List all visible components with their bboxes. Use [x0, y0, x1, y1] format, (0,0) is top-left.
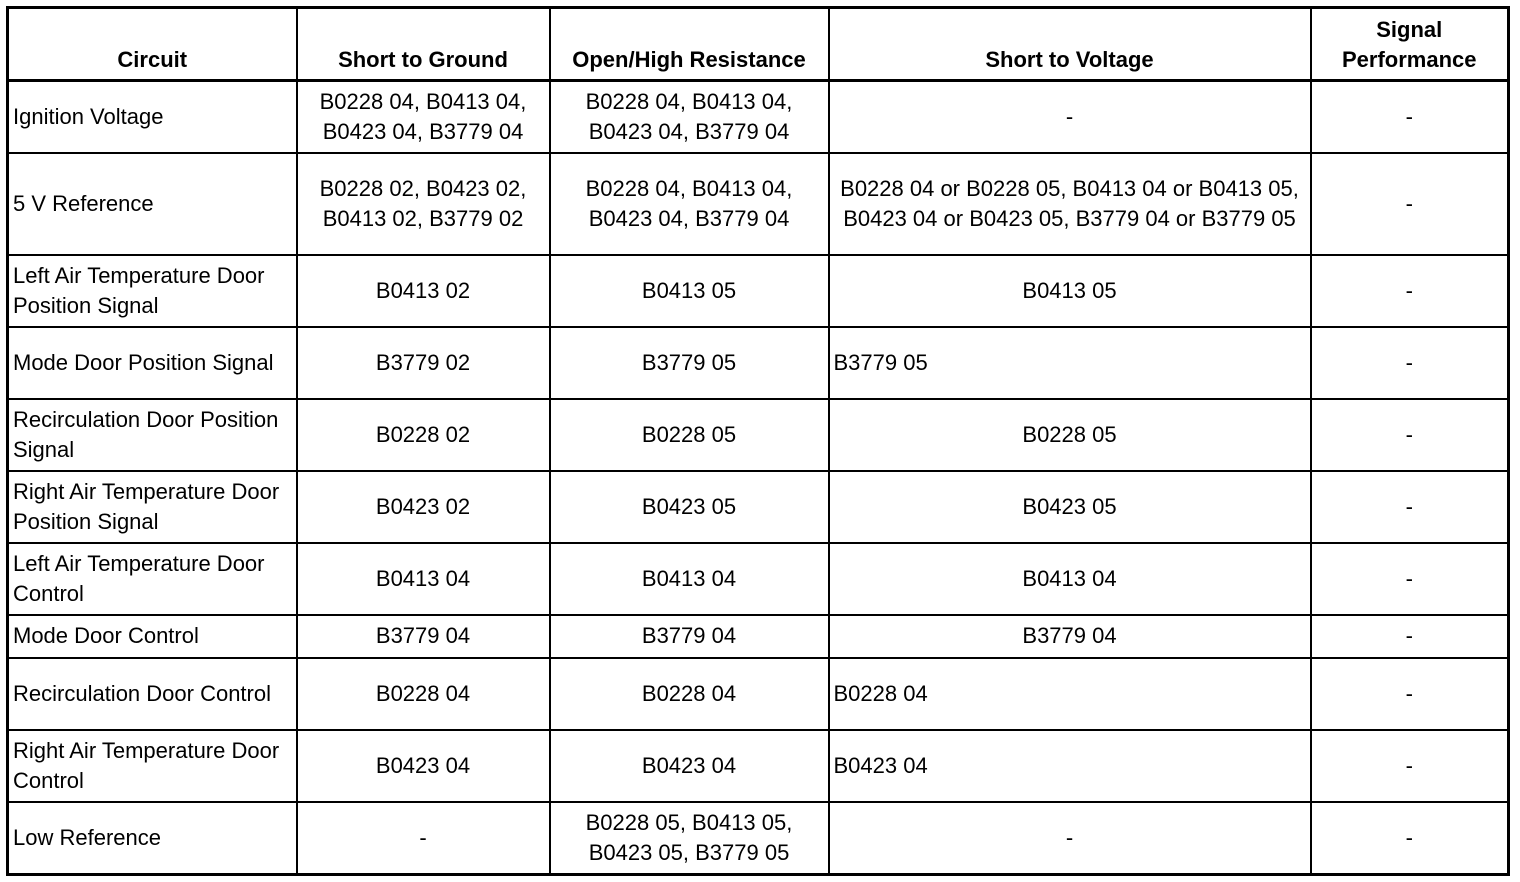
open-high-resistance-cell: B0423 05: [550, 471, 829, 543]
table-row: [8, 543, 1509, 615]
table-row: [8, 730, 1509, 802]
circuit-cell: Left Air Temperature Door Position Signal: [8, 255, 297, 327]
table-row: [8, 471, 1509, 543]
short-to-voltage-cell: B0413 05: [829, 255, 1311, 327]
short-to-voltage-cell: B0413 04: [829, 543, 1311, 615]
short-to-ground-cell: B3779 04: [297, 615, 550, 658]
table-row: [8, 802, 1509, 875]
circuit-cell: Right Air Temperature Door Control: [8, 730, 297, 802]
header-circuit: Circuit: [8, 8, 297, 81]
short-to-voltage-cell: B3779 04: [829, 615, 1311, 658]
short-to-ground-cell: B0423 04: [297, 730, 550, 802]
signal-performance-cell: -: [1311, 81, 1509, 153]
short-to-ground-cell: B0228 04: [297, 658, 550, 730]
header-signal-performance: Signal Performance: [1311, 8, 1509, 81]
short-to-voltage-cell: B0228 04 or B0228 05, B0413 04 or B0413 05, B0423 04 or B0423 05, B3779 04 or B3779 05: [829, 153, 1311, 255]
short-to-voltage-cell: B3779 05: [829, 327, 1311, 399]
signal-performance-cell: -: [1311, 399, 1509, 471]
open-high-resistance-cell: B0228 05: [550, 399, 829, 471]
open-high-resistance-cell: B0413 05: [550, 255, 829, 327]
header-open-high-resistance: Open/High Resistance: [550, 8, 829, 81]
short-to-ground-cell: B0413 04: [297, 543, 550, 615]
circuit-cell: 5 V Reference: [8, 153, 297, 255]
short-to-ground-cell: B0423 02: [297, 471, 550, 543]
signal-performance-cell: -: [1311, 327, 1509, 399]
open-high-resistance-cell: B0228 04, B0413 04, B0423 04, B3779 04: [550, 153, 829, 255]
open-high-resistance-cell: B0413 04: [550, 543, 829, 615]
open-high-resistance-cell: B0228 05, B0413 05, B0423 05, B3779 05: [550, 802, 829, 875]
short-to-ground-cell: B3779 02: [297, 327, 550, 399]
table-row: [8, 658, 1509, 730]
open-high-resistance-cell: B3779 05: [550, 327, 829, 399]
short-to-ground-cell: B0413 02: [297, 255, 550, 327]
open-high-resistance-cell: B3779 04: [550, 615, 829, 658]
table-header-row: [8, 8, 1509, 81]
table-row: [8, 153, 1509, 255]
open-high-resistance-cell: B0228 04, B0413 04, B0423 04, B3779 04: [550, 81, 829, 153]
circuit-cell: Right Air Temperature Door Position Signal: [8, 471, 297, 543]
signal-performance-cell: -: [1311, 543, 1509, 615]
table-row: [8, 399, 1509, 471]
circuit-cell: Recirculation Door Position Signal: [8, 399, 297, 471]
signal-performance-cell: -: [1311, 471, 1509, 543]
header-short-to-voltage: Short to Voltage: [829, 8, 1311, 81]
signal-performance-cell: -: [1311, 802, 1509, 875]
circuit-cell: Ignition Voltage: [8, 81, 297, 153]
short-to-ground-cell: B0228 04, B0413 04, B0423 04, B3779 04: [297, 81, 550, 153]
table-row: [8, 81, 1509, 153]
circuit-cell: Mode Door Control: [8, 615, 297, 658]
signal-performance-cell: -: [1311, 153, 1509, 255]
circuit-cell: Low Reference: [8, 802, 297, 875]
table-row: [8, 255, 1509, 327]
signal-performance-cell: -: [1311, 658, 1509, 730]
short-to-ground-cell: B0228 02, B0423 02, B0413 02, B3779 02: [297, 153, 550, 255]
short-to-voltage-cell: -: [829, 802, 1311, 875]
dtc-circuit-table: [6, 6, 1510, 876]
signal-performance-cell: -: [1311, 255, 1509, 327]
table-row: [8, 615, 1509, 658]
table-row: [8, 327, 1509, 399]
short-to-voltage-cell: B0423 05: [829, 471, 1311, 543]
short-to-voltage-cell: -: [829, 81, 1311, 153]
circuit-cell: Recirculation Door Control: [8, 658, 297, 730]
short-to-voltage-cell: B0228 04: [829, 658, 1311, 730]
circuit-cell: Left Air Temperature Door Control: [8, 543, 297, 615]
short-to-voltage-cell: B0423 04: [829, 730, 1311, 802]
open-high-resistance-cell: B0228 04: [550, 658, 829, 730]
short-to-ground-cell: B0228 02: [297, 399, 550, 471]
circuit-cell: Mode Door Position Signal: [8, 327, 297, 399]
signal-performance-cell: -: [1311, 615, 1509, 658]
header-short-to-ground: Short to Ground: [297, 8, 550, 81]
short-to-voltage-cell: B0228 05: [829, 399, 1311, 471]
short-to-ground-cell: -: [297, 802, 550, 875]
signal-performance-cell: -: [1311, 730, 1509, 802]
open-high-resistance-cell: B0423 04: [550, 730, 829, 802]
